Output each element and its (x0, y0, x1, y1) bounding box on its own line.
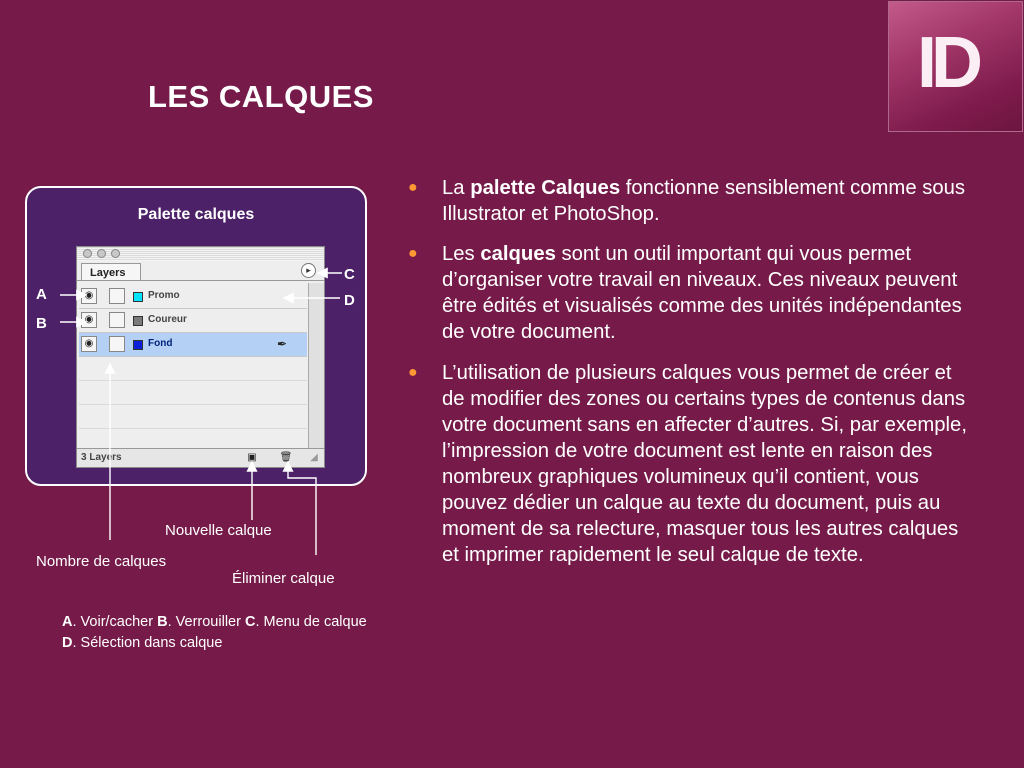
bullet-item (408, 175, 968, 227)
bullet-list (408, 175, 968, 582)
bullet-dot-icon: ● (408, 245, 418, 262)
layer-name: Fond (148, 338, 173, 349)
bullet-item (408, 241, 968, 345)
bullet-bold-text: palette Calques (470, 177, 621, 199)
legend-key-d: D (62, 635, 73, 651)
legend-text-a: . Voir/cacher (72, 614, 158, 630)
callout-c: C (344, 266, 355, 283)
caption-nouvelle-calque: Nouvelle calque (165, 522, 272, 539)
legend (62, 612, 372, 654)
eye-icon[interactable]: ◉ (81, 336, 97, 352)
bullet-dot-icon: ● (408, 364, 418, 381)
bullet-text: sont un outil important qui vous permet d’organiser votre travail en niveaux. Ces niveaux peuvent être édités et visualisés comme des unités indépendantes de votre document. (442, 243, 962, 343)
callout-b: B (36, 315, 47, 332)
eye-icon[interactable]: ◉ (81, 288, 97, 304)
palette-menu-button[interactable]: ▸ (301, 263, 316, 278)
slide-title: LES CALQUES (148, 79, 374, 114)
bullet-dot-icon: ● (408, 179, 418, 196)
legend-key-a: A (62, 614, 73, 630)
delete-layer-button[interactable]: 🗑 (279, 452, 293, 463)
legend-key-b: B (157, 614, 168, 630)
new-layer-button[interactable]: ▣ (247, 452, 257, 463)
legend-text-d: . Sélection dans calque (72, 635, 223, 651)
eye-icon[interactable]: ◉ (81, 312, 97, 328)
logo-text: ID (917, 23, 977, 103)
callout-a: A (36, 286, 47, 303)
pen-icon: ✒ (276, 337, 287, 351)
bullet-text: La (442, 177, 471, 199)
bullet-text: L’utilisation de plusieurs calques vous permet de créer et de modifier des zones ou certains types de contenus dans votre document sans en affecter d’autres. Si, par exemple, l’impression de votre document est lente en raison des nombreux graphiques volumineux qu’il contient, vous pouvez dédier un calque au texte du document, puis au moment de sa relecture, masquer tous les autres calques et imprimer rapidement le seul calque de texte. (442, 362, 967, 566)
bullet-item (408, 360, 968, 568)
bullet-text: fonctionne sensiblement comme sous Illustrator et PhotoShop. (442, 177, 966, 225)
panel-title: Palette calques (137, 206, 255, 223)
legend-text-c: . Menu de calque (255, 614, 367, 630)
legend-key-c: C (244, 614, 256, 630)
resize-grip-icon[interactable]: ◢ (310, 452, 318, 463)
layer-count: 3 Layers (81, 452, 122, 463)
callout-d: D (344, 292, 355, 309)
legend-text-b: . Verrouiller (167, 614, 245, 630)
caption-nombre-calques: Nombre de calques (36, 553, 167, 570)
layer-name: Promo (148, 290, 180, 301)
tab-layers[interactable]: Layers (81, 263, 141, 281)
caption-eliminer-calque: Éliminer calque (232, 570, 335, 587)
bullet-bold-text: calques (480, 243, 556, 265)
bullet-text: Les (442, 243, 481, 265)
layer-name: Coureur (148, 314, 187, 325)
